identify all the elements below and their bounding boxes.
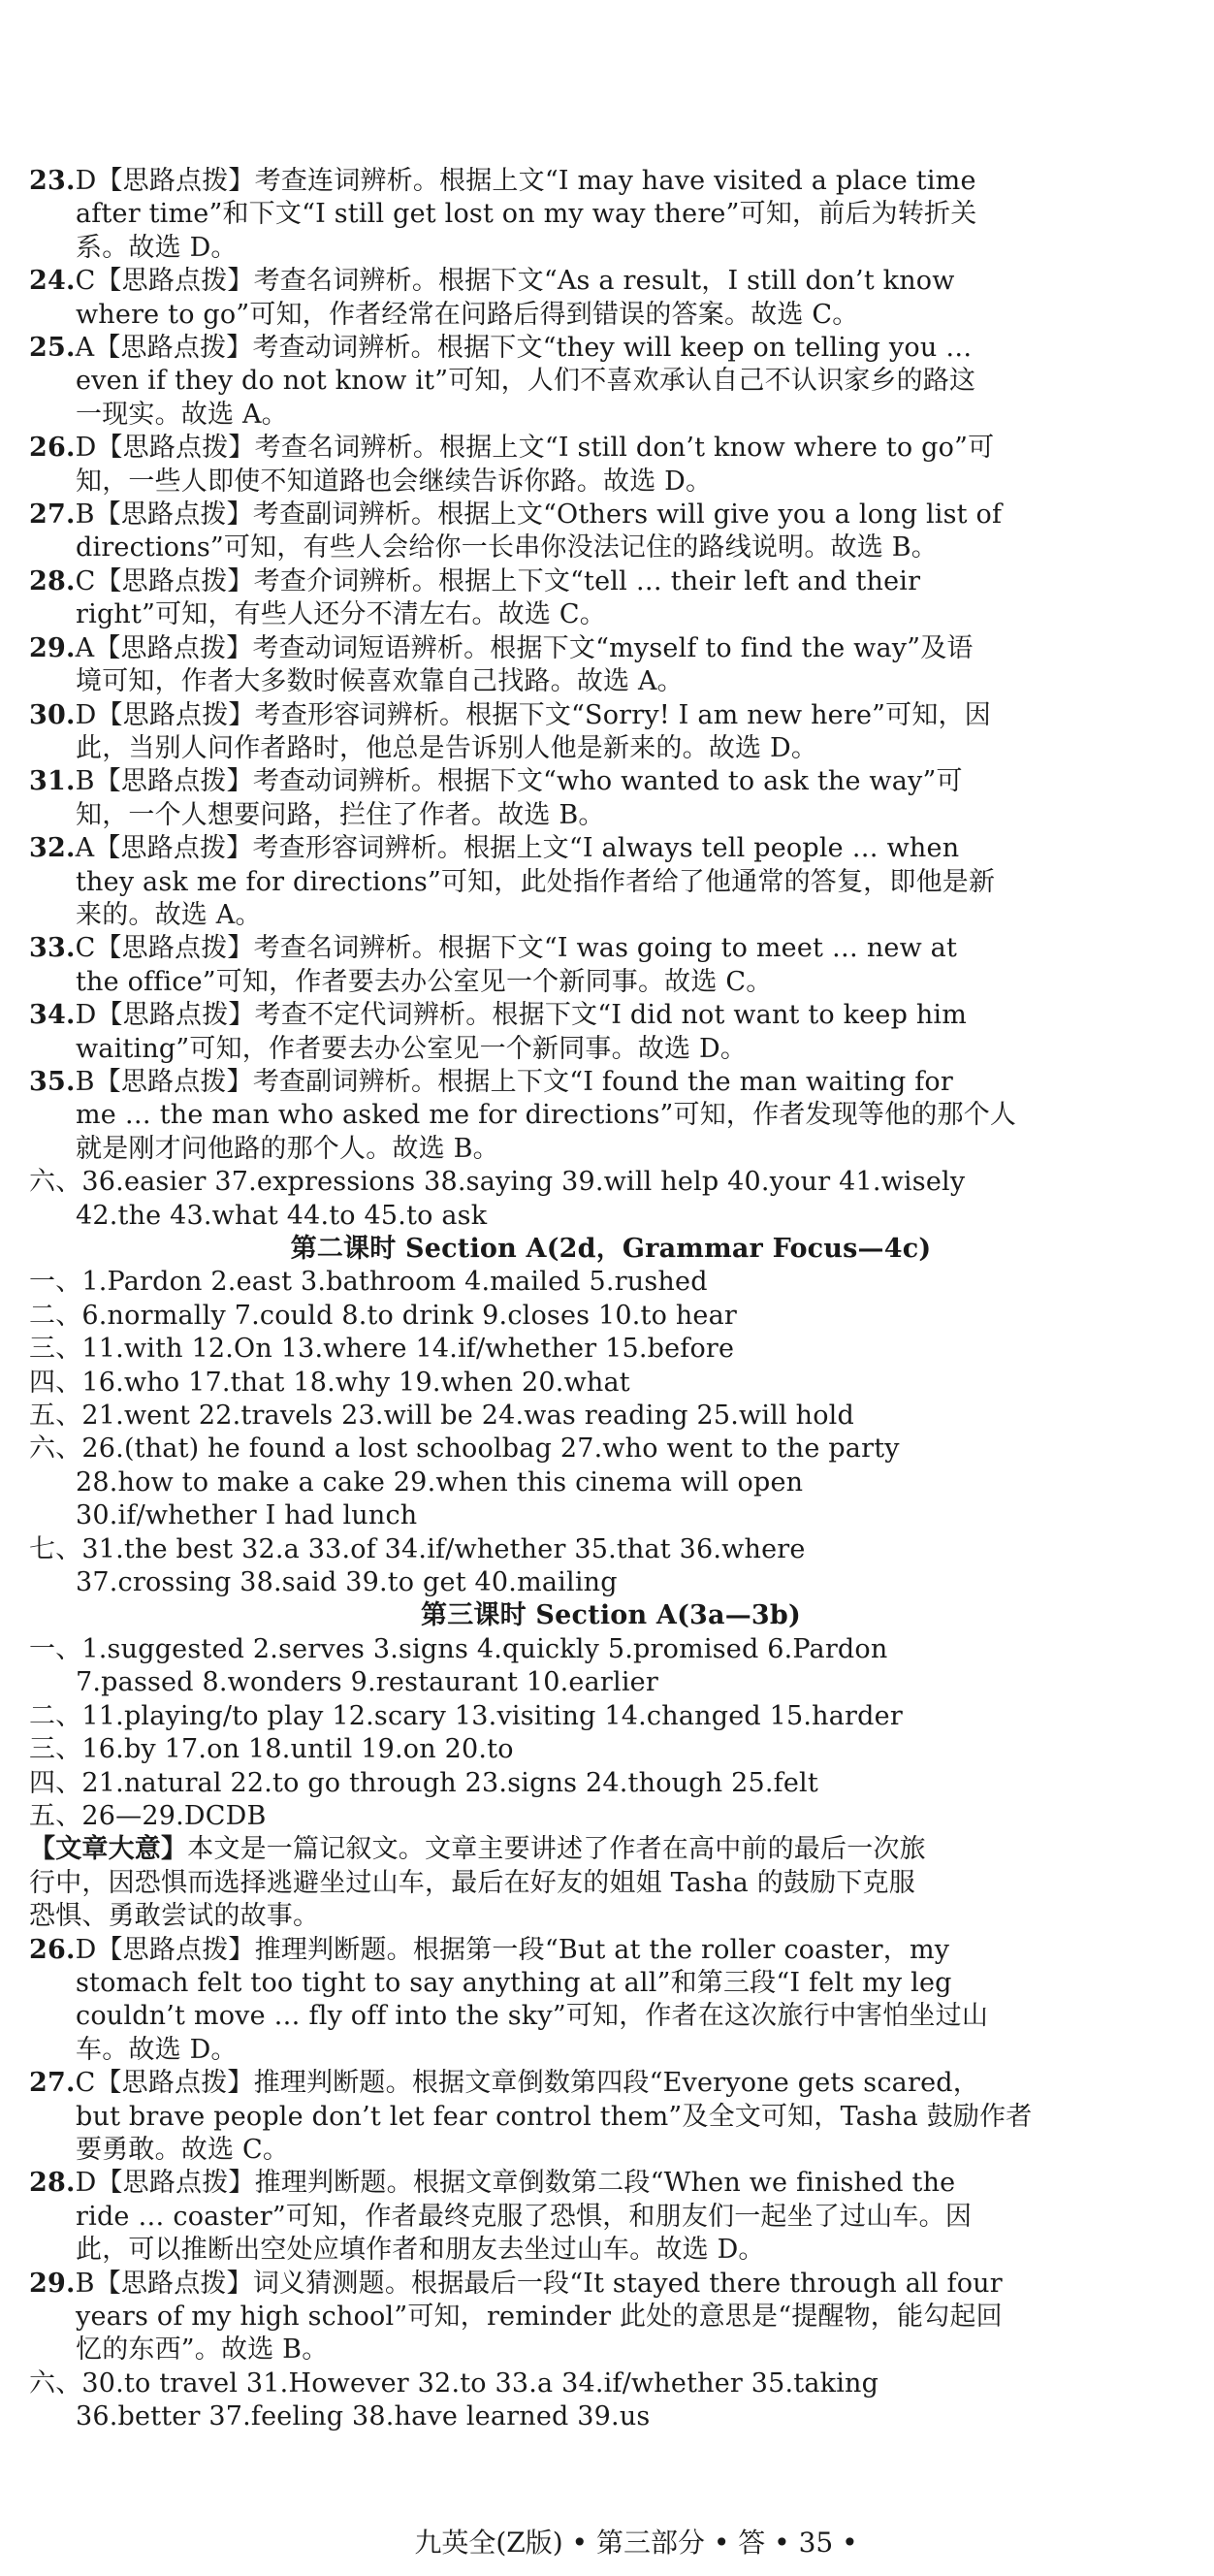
answer-line xyxy=(29,2000,1134,2033)
answer-line xyxy=(29,2101,1134,2134)
item-number: 28. xyxy=(29,2168,76,2199)
line-text: 六、36.easier 37.expressions 38.saying 39.will help 40.your 41.wisely xyxy=(29,1167,966,1198)
line-text: me … the man who asked me for directions”可知，作者发现等他的那个人 xyxy=(76,1100,1017,1131)
line-text: C【思路点拨】考查名词辨析。根据下文“I was going to meet … new at xyxy=(75,933,958,964)
line-text: but brave people don’t let fear control them”及全文可知，Tasha 鼓励作者 xyxy=(76,2101,1033,2132)
answer-line xyxy=(29,332,1134,365)
line-text: 第二课时 Section A(2d，Grammar Focus—4c) xyxy=(290,1234,932,1264)
answer-line xyxy=(29,2268,1134,2301)
answer-line xyxy=(29,1566,1134,1599)
answer-line xyxy=(29,2234,1134,2267)
answer-line xyxy=(29,1767,1134,1800)
line-text: directions”可知，有些人会给你一长串你没法记住的路线说明。故选 B。 xyxy=(76,532,938,564)
answer-line xyxy=(29,2334,1134,2367)
line-text: 一现实。故选 A。 xyxy=(76,399,288,430)
line-text: 七、31.the best 32.a 33.of 34.if/whether 35.that 36.where xyxy=(29,1533,806,1564)
item-number: 28. xyxy=(29,565,76,596)
line-text: 恐惧、勇敢尝试的故事。 xyxy=(29,1901,320,1932)
line-text: B【思路点拨】考查副词辨析。根据上下文“I found the man waiting for xyxy=(75,1066,953,1097)
answer-line xyxy=(29,365,1134,398)
answer-line xyxy=(29,1867,1134,1900)
line-text: stomach felt too tight to say anything at all”和第三段“I felt my leg xyxy=(76,1967,952,1998)
item-number: 27. xyxy=(29,2068,76,2099)
page-footer: 九英全(Z版) • 第三部分 • 答 • 35 • xyxy=(414,2527,858,2559)
line-text: 三、16.by 17.on 18.until 19.on 20.to xyxy=(29,1734,514,1765)
item-number: 31. xyxy=(29,766,76,797)
item-number: 26. xyxy=(29,433,76,464)
line-text: D【思路点拨】考查连词辨析。根据上文“I may have visited a place time xyxy=(75,166,976,196)
line-text: 四、16.who 17.that 18.why 19.when 20.what xyxy=(29,1367,630,1398)
line-text: 此，可以推断出空处应填作者和朋友去坐过山车。故选 D。 xyxy=(76,2235,765,2266)
answer-line xyxy=(29,1133,1134,1166)
answer-line xyxy=(29,1833,1134,1866)
answer-line xyxy=(29,799,1134,832)
line-text: couldn’t move … fly off into the sky”可知，作者在这次旅行中害怕坐过山 xyxy=(76,2001,989,2032)
line-text: C【思路点拨】考查介词辨析。根据上下文“tell … their left and their xyxy=(75,565,921,596)
line-text: 本文是一篇记叙文。文章主要讲述了作者在高中前的最后一次旅 xyxy=(187,1834,926,1865)
answer-line xyxy=(29,1533,1134,1566)
answer-line xyxy=(29,432,1134,465)
line-text: 六、26.(that) he found a lost schoolbag 27.who went to the party xyxy=(29,1433,900,1465)
line-text: D【思路点拨】考查不定代词辨析。根据下文“I did not want to keep him xyxy=(75,1000,968,1031)
answer-line xyxy=(29,499,1134,531)
line-text: 五、21.went 22.travels 23.will be 24.was reading 25.will hold xyxy=(29,1401,854,1432)
answer-line xyxy=(29,1066,1134,1099)
line-text: 五、26—29.DCDB xyxy=(29,1800,267,1831)
line-text: D【思路点拨】推理判断题。根据文章倒数第二段“When we finished the xyxy=(75,2168,956,2199)
line-text: years of my high school”可知，reminder 此处的意思是“提醒物，能勾起回 xyxy=(76,2302,1003,2332)
line-text: A【思路点拨】考查动词辨析。根据下文“they will keep on telling you … xyxy=(75,333,973,364)
answer-line xyxy=(29,1633,1134,1666)
line-text: B【思路点拨】考查副词辨析。根据上文“Others will give you a long list of xyxy=(75,499,1003,531)
section-heading xyxy=(29,1599,1134,1632)
answer-line xyxy=(29,1400,1134,1433)
line-text: where to go”可知，作者经常在问路后得到错误的答案。故选 C。 xyxy=(76,299,859,330)
line-text: D【思路点拨】考查形容词辨析。根据下文“Sorry! I am new here”可知，因 xyxy=(75,699,991,730)
answer-line xyxy=(29,2167,1134,2200)
line-text: 要勇敢。故选 C。 xyxy=(76,2134,290,2165)
item-number: 30. xyxy=(29,699,76,730)
line-text: D【思路点拨】推理判断题。根据第一段“But at the roller coaster，my xyxy=(75,1934,950,1965)
line-text: 一、1.Pardon 2.east 3.bathroom 4.mailed 5.rushed xyxy=(29,1267,708,1298)
item-number: 27. xyxy=(29,499,76,531)
line-text: 四、21.natural 22.to go through 23.signs 24.though 25.felt xyxy=(29,1767,818,1798)
answer-line xyxy=(29,598,1134,631)
answer-line xyxy=(29,1166,1134,1199)
item-number: 34. xyxy=(29,1000,76,1031)
answer-line xyxy=(29,1900,1134,1933)
item-number: 26. xyxy=(29,1934,76,1965)
answer-line xyxy=(29,1367,1134,1400)
item-number: 29. xyxy=(29,2268,76,2299)
line-text: 28.how to make a cake 29.when this cinema will open xyxy=(76,1466,804,1497)
answer-line xyxy=(29,999,1134,1032)
line-text: 知，一个人想要问路，拦住了作者。故选 B。 xyxy=(76,799,605,830)
line-text: 知，一些人即使不知道路也会继续告诉你路。故选 D。 xyxy=(76,466,713,497)
answer-line xyxy=(29,265,1134,298)
line-text: 忆的东西”。故选 B。 xyxy=(76,2334,329,2366)
line-text: 37.crossing 38.said 39.to get 40.mailing xyxy=(76,1567,618,1598)
line-text: 系。故选 D。 xyxy=(76,232,238,263)
answer-line xyxy=(29,165,1134,198)
answer-line xyxy=(29,732,1134,765)
line-text: B【思路点拨】词义猜测题。根据最后一段“It stayed there through all four xyxy=(75,2268,1003,2299)
line-text: 二、6.normally 7.could 8.to drink 9.closes 10.to hear xyxy=(29,1300,737,1331)
item-number: 33. xyxy=(29,933,76,964)
line-text: they ask me for directions”可知，此处指作者给了他通常的答复，即他是新 xyxy=(76,866,996,897)
line-text: 第三课时 Section A(3a—3b) xyxy=(421,1600,801,1631)
line-text: B【思路点拨】考查动词辨析。根据下文“who wanted to ask the way”可 xyxy=(75,766,963,797)
answer-line xyxy=(29,1433,1134,1465)
answer-line xyxy=(29,1266,1134,1299)
answer-line xyxy=(29,1333,1134,1366)
line-text: 来的。故选 A。 xyxy=(76,899,262,930)
line-text: ride … coaster”可知，作者最终克服了恐惧，和朋友们一起坐了过山车。因 xyxy=(76,2201,973,2232)
answer-line xyxy=(29,1800,1134,1833)
line-text: C【思路点拨】考查名词辨析。根据下文“As a result，I still don’t know xyxy=(75,266,955,297)
line-text: 三、11.with 12.On 13.where 14.if/whether 15.before xyxy=(29,1334,735,1365)
answer-content xyxy=(29,165,1134,2434)
answer-line xyxy=(29,198,1134,231)
line-text: 境可知，作者大多数时候喜欢靠自己找路。故选 A。 xyxy=(76,666,684,697)
line-text: 36.better 37.feeling 38.have learned 39.us xyxy=(76,2401,651,2432)
answer-line xyxy=(29,2201,1134,2234)
line-text: 42.the 43.what 44.to 45.to ask xyxy=(76,1200,488,1231)
line-text: 就是刚才问他路的那个人。故选 B。 xyxy=(76,1133,499,1164)
line-text: the office”可知，作者要去办公室见一个新同事。故选 C。 xyxy=(76,966,773,997)
answer-line xyxy=(29,232,1134,265)
line-text: waiting”可知，作者要去办公室见一个新同事。故选 D。 xyxy=(76,1033,748,1064)
item-number: 【文章大意】 xyxy=(29,1834,188,1865)
line-text: even if they do not know it”可知，人们不喜欢承认自己不认识家乡的路这 xyxy=(76,366,976,397)
answer-line xyxy=(29,699,1134,732)
answer-line xyxy=(29,1666,1134,1699)
answer-line xyxy=(29,632,1134,665)
line-text: 7.passed 8.wonders 9.restaurant 10.earlier xyxy=(76,1667,658,1698)
answer-line xyxy=(29,1967,1134,2000)
answer-line xyxy=(29,866,1134,899)
line-text: D【思路点拨】考查名词辨析。根据上文“I still don’t know where to go”可 xyxy=(75,433,995,464)
answer-line xyxy=(29,1099,1134,1132)
answer-line xyxy=(29,466,1134,499)
line-text: 车。故选 D。 xyxy=(76,2034,238,2065)
answer-line xyxy=(29,1300,1134,1333)
answer-line xyxy=(29,2301,1134,2334)
answer-line xyxy=(29,966,1134,999)
line-text: after time”和下文“I still get lost on my way there”可知，前后为转折关 xyxy=(76,199,977,230)
answer-line xyxy=(29,1466,1134,1499)
line-text: A【思路点拨】考查形容词辨析。根据上文“I always tell people … when xyxy=(75,833,960,864)
answer-line xyxy=(29,665,1134,698)
line-text: 一、1.suggested 2.serves 3.signs 4.quickly 5.promised 6.Pardon xyxy=(29,1633,888,1664)
answer-line xyxy=(29,1733,1134,1766)
answer-line xyxy=(29,1934,1134,1967)
answer-line xyxy=(29,1033,1134,1066)
item-number: 23. xyxy=(29,166,76,196)
answer-line xyxy=(29,2034,1134,2067)
answer-line xyxy=(29,1499,1134,1532)
answer-line xyxy=(29,399,1134,432)
answer-line xyxy=(29,1200,1134,1233)
line-text: 此，当别人问作者路时，他总是告诉别人他是新来的。故选 D。 xyxy=(76,732,818,763)
answer-line xyxy=(29,2067,1134,2100)
line-text: 六、30.to travel 31.However 32.to 33.a 34.if/whether 35.taking xyxy=(29,2367,879,2399)
answer-line xyxy=(29,765,1134,798)
answer-line xyxy=(29,2367,1134,2400)
answer-line xyxy=(29,932,1134,965)
line-text: 30.if/whether I had lunch xyxy=(76,1500,418,1531)
item-number: 35. xyxy=(29,1066,76,1097)
section-heading xyxy=(29,1233,1134,1266)
answer-line xyxy=(29,2134,1134,2167)
item-number: 24. xyxy=(29,266,76,297)
answer-line xyxy=(29,832,1134,865)
answer-line xyxy=(29,299,1134,332)
answer-line xyxy=(29,2400,1134,2433)
line-text: 行中，因恐惧而选择逃避坐过山车，最后在好友的姐姐 Tasha 的鼓励下克服 xyxy=(29,1867,915,1898)
line-text: C【思路点拨】推理判断题。根据文章倒数第四段“Everyone gets scared， xyxy=(75,2068,979,2099)
line-text: right”可知，有些人还分不清左右。故选 C。 xyxy=(76,599,606,630)
item-number: 32. xyxy=(29,833,76,864)
line-text: A【思路点拨】考查动词短语辨析。根据下文“myself to find the way”及语 xyxy=(75,632,974,663)
answer-line xyxy=(29,1700,1134,1733)
answer-line xyxy=(29,565,1134,598)
answer-line xyxy=(29,899,1134,932)
item-number: 29. xyxy=(29,632,76,663)
line-text: 二、11.playing/to play 12.scary 13.visiting 14.changed 15.harder xyxy=(29,1700,903,1731)
answer-line xyxy=(29,531,1134,564)
item-number: 25. xyxy=(29,333,76,364)
